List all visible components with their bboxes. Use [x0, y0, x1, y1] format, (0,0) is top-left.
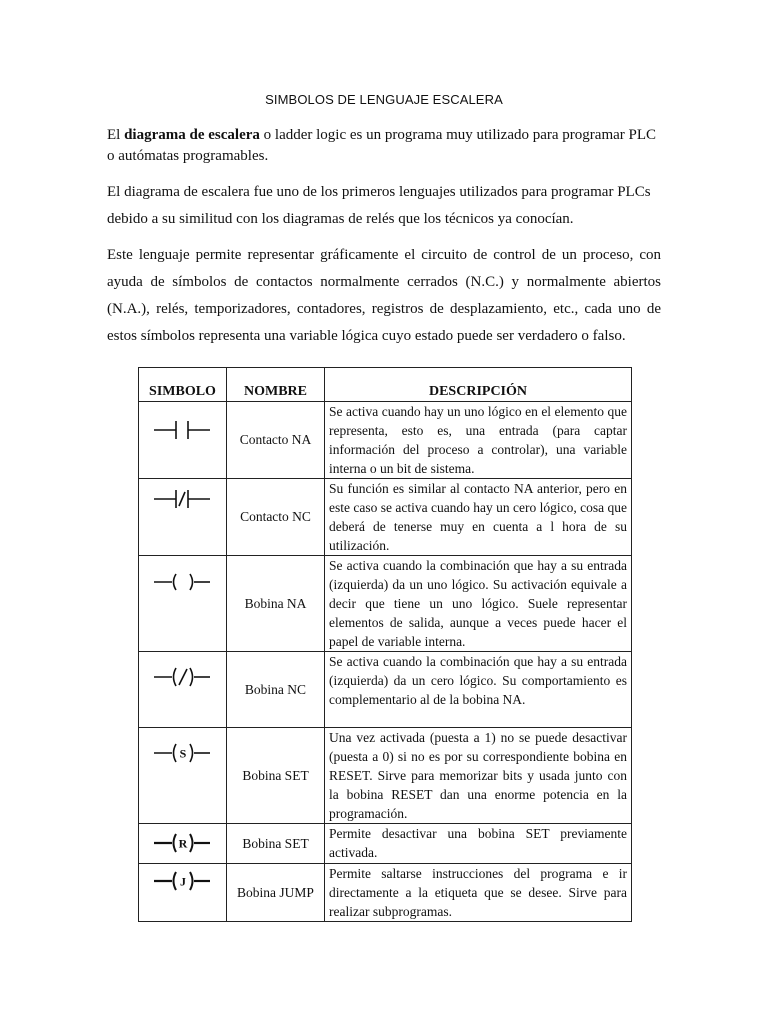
contact-na-icon — [154, 420, 212, 440]
description-cell: Permite desactivar una bobina SET previamente activada. — [325, 824, 632, 864]
description-cell: Se activa cuando la combinación que hay a su entrada (izquierda) da un cero lógico. Su comportamiento es complementario al de la bobina NA. — [325, 652, 632, 728]
description-cell: Su función es similar al contacto NA anterior, pero en este caso se activa cuando hay un cero lógico, cosa que deberá de tenerse muy en cuenta a l hora de su utilización. — [325, 479, 632, 556]
symbols-table — [138, 367, 632, 922]
symbol-cell — [139, 402, 227, 479]
svg-text:S: S — [179, 746, 186, 761]
header-descripcion: DESCRIPCIÓN — [325, 368, 632, 402]
page-title: SIMBOLOS DE LENGUAJE ESCALERA — [265, 92, 503, 107]
table-row — [139, 824, 632, 864]
table-row — [139, 864, 632, 922]
symbol-cell — [139, 824, 227, 864]
coil-jump-icon — [154, 870, 212, 892]
description-cell: Permite saltarse instrucciones del programa e ir directamente a la etiqueta que se desee. Sirve para realizar subprogramas. — [325, 864, 632, 922]
name-cell: Contacto NA — [227, 402, 325, 479]
intro-paragraph-2: El diagrama de escalera fue uno de los primeros lenguajes utilizados para programar PLCs debido a su similitud con los diagramas de relés que los técnicos ya conocían. — [107, 184, 651, 227]
description-cell: Se activa cuando la combinación que hay a su entrada (izquierda) da un uno lógico. Su activación equivale a decir que tiene un uno lógico. Suele representar elementos de salida, aunque a veces puede hacer el papel de variable interna. — [325, 556, 632, 652]
table-row — [139, 652, 632, 728]
coil-nc-icon — [154, 666, 212, 688]
name-cell: Bobina SET — [227, 824, 325, 864]
name-cell: Contacto NC — [227, 479, 325, 556]
name-cell: Bobina JUMP — [227, 864, 325, 922]
intro-p1-pre: El — [107, 127, 125, 143]
symbol-cell — [139, 556, 227, 652]
symbol-cell — [139, 652, 227, 728]
intro-p1-post: o ladder logic es un programa muy utilizado para programar PLC o autómatas programables. — [107, 127, 657, 164]
intro-paragraph-3: Este lenguaje permite representar gráficamente el circuito de control de un proceso, con ayuda de símbolos de contactos normalmente cerrados (N.C.) y normalmente abiertos (N.A.), relés, temporizadores, contadores, registros de desplazamiento, etc., cada uno de estos símbolos representa una variable lógica cuyo estado puede ser verdadero o falso. — [107, 247, 661, 344]
table-row — [139, 402, 632, 479]
svg-text:J: J — [179, 874, 186, 889]
coil-set-icon — [154, 742, 212, 764]
name-cell: Bobina NA — [227, 556, 325, 652]
name-cell: Bobina SET — [227, 728, 325, 824]
svg-text:R: R — [178, 836, 187, 851]
intro-paragraph-1 — [107, 125, 661, 167]
intro-p1-bold: diagrama de escalera — [124, 127, 260, 143]
coil-reset-icon — [154, 832, 212, 854]
table-row — [139, 556, 632, 652]
header-simbolo: SIMBOLO — [139, 368, 227, 402]
symbol-cell — [139, 728, 227, 824]
coil-na-icon — [154, 572, 212, 592]
table-row — [139, 728, 632, 824]
table-header-row — [139, 368, 632, 402]
description-cell: Se activa cuando hay un uno lógico en el elemento que representa, esto es, una entrada (para captar información del proceso a controlar), una variable interna o un bit de sistema. — [325, 402, 632, 479]
symbol-cell — [139, 479, 227, 556]
contact-nc-icon — [154, 489, 212, 509]
name-cell: Bobina NC — [227, 652, 325, 728]
description-cell: Una vez activada (puesta a 1) no se puede desactivar (puesta a 0) si no es por su correspondiente bobina en RESET. Sirve para memorizar bits y usada junto con la bobina RESET dan una enorme potencia en la programación. — [325, 728, 632, 824]
table-row — [139, 479, 632, 556]
header-nombre: NOMBRE — [227, 368, 325, 402]
symbol-cell — [139, 864, 227, 922]
